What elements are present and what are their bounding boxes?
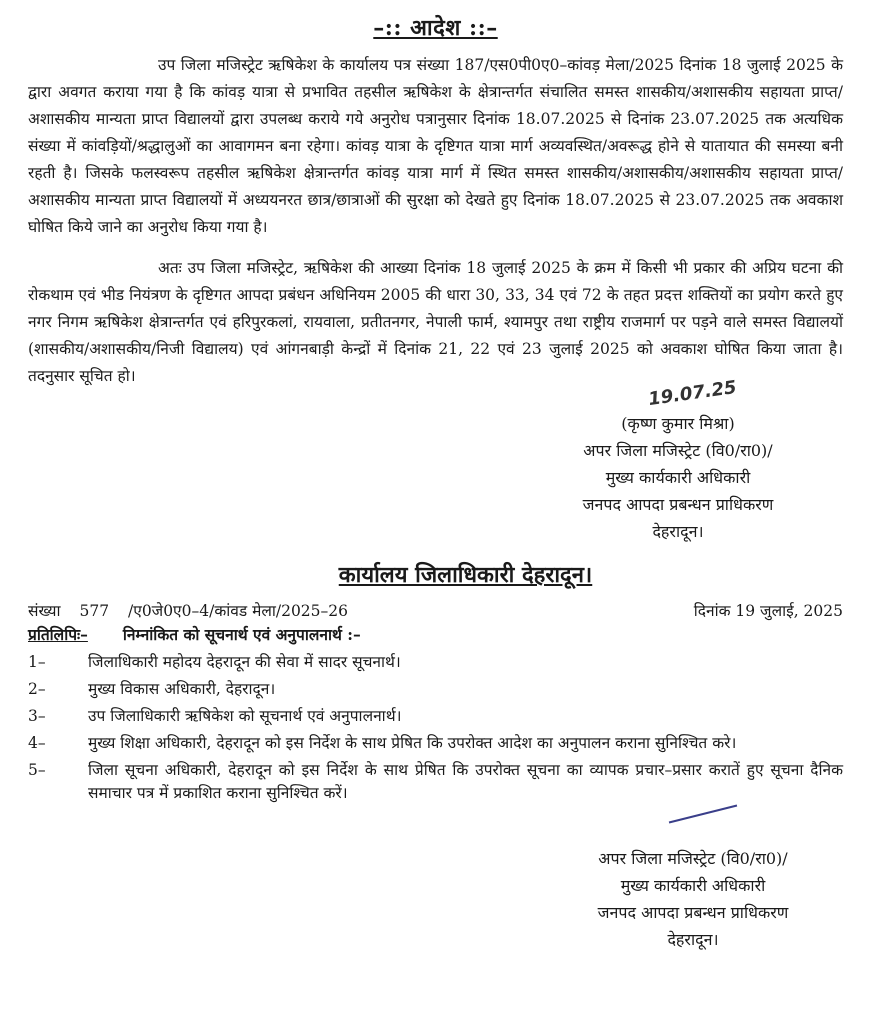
list-item-text: जिला सूचना अधिकारी, देहरादून को इस निर्देश के साथ प्रेषित कि उपरोक्त सूचना का व्यापक प्रचार–प्रसार करातें हुए सूचना दैनिक समाचार पत्र में प्रकाशित कराना सुनिश्चित करें। (88, 761, 843, 802)
reference-date: दिनांक 19 जुलाई, 2025 (693, 602, 843, 620)
signatory-designation-3: जनपद आपदा प्रबन्धन प्राधिकरण (597, 903, 789, 922)
copy-heading-text: निम्नांकित को सूचनार्थ एवं अनुपालनार्थ :– (122, 625, 361, 644)
list-item (28, 651, 843, 674)
list-item (28, 732, 843, 755)
signatory-designation-2: मुख्य कार्यकारी अधिकारी (620, 876, 766, 895)
signatory-name: (कृष्ण कुमार मिश्रा) (621, 414, 735, 433)
reference-label: संख्या (28, 602, 61, 620)
copy-label: प्रतिलिपिः– (28, 625, 88, 644)
list-item (28, 705, 843, 728)
copy-list (28, 651, 843, 805)
signatory-designation-1: अपर जिला मजिस्ट्रेट (वि0/रा0)/ (598, 849, 788, 868)
signature-block-2 (528, 845, 858, 953)
paragraph-order: अतः उप जिला मजिस्ट्रेट, ऋषिकेश की आख्या दिनांक 18 जुलाई 2025 के क्रम में किसी भी प्रकार की अप्रिय घटना की रोकथाम एवं भीड नियंत्रण के दृष्टिगत आपदा प्रबंधन अधिनियम 2005 की धारा 30, 33, 34 एवं 72 के तहत प्रदत्त शक्तियों का प्रयोग करते हुए नगर निगम ऋषिकेश क्षेत्रान्तर्गत एवं हरिपुरकलां, रायवाला, प्रतीतनगर, नेपाली फार्म, श्यामपुर तथा राष्ट्रीय राजमार्ग पर पड़ने वाले समस्त विद्यालयों (शासकीय/अशासकीय/निजी विद्यालय) एवं आंगनबाड़ी केन्द्रों में दिनांक 21, 22 एवं 23 जुलाई 2025 को अवकाश घोषित किया जाता है। तदनुसार सूचित हो। (28, 259, 843, 385)
signatory-designation-2: मुख्य कार्यकारी अधिकारी (605, 468, 751, 487)
list-item-number: 2– (28, 680, 46, 698)
order-title: –:: आदेश ::– (373, 15, 498, 41)
list-item-number: 1– (28, 653, 46, 671)
signatory-designation-3: जनपद आपदा प्रबन्धन प्राधिकरण (582, 495, 774, 514)
list-item (28, 678, 843, 701)
reference-code: /ए0जे0ए0–4/कांवड मेला/2025–26 (128, 602, 349, 620)
signature-stroke (669, 805, 737, 824)
signatory-place: देहरादून। (667, 930, 719, 949)
copy-heading (28, 623, 843, 647)
list-item-text: जिलाधिकारी महोदय देहरादून की सेवा में सादर सूचनार्थ। (88, 653, 401, 671)
list-item (28, 759, 843, 805)
list-item-number: 4– (28, 734, 46, 752)
handwritten-signature: 19.07.25 (646, 376, 738, 411)
reference-row (28, 599, 843, 623)
reference-number: 577 (79, 602, 110, 620)
office-title: कार्यालय जिलाधिकारी देहरादून। (338, 562, 593, 588)
signature-block-1 (498, 376, 858, 545)
signatory-designation-1: अपर जिला मजिस्ट्रेट (वि0/रा0)/ (583, 441, 773, 460)
list-item-text: मुख्य शिक्षा अधिकारी, देहरादून को इस निर्देश के साथ प्रेषित कि उपरोक्त आदेश का अनुपालन कराना सुनिश्चित करे। (88, 734, 737, 752)
list-item-number: 3– (28, 707, 46, 725)
list-item-number: 5– (28, 761, 46, 779)
paragraph-request: उप जिला मजिस्ट्रेट ऋषिकेश के कार्यालय पत्र संख्या 187/एस0पी0ए0–कांवड़ मेला/2025 दिनांक 18 जुलाई 2025 के द्वारा अवगत कराया गया है कि कांवड़ यात्रा से प्रभावित तहसील ऋषिकेश के क्षेत्रान्तर्गत संचालित समस्त शासकीय/अशासकीय सहायता प्राप्त/अशासकीय मान्यता प्राप्त विद्यालयों द्वारा उपलब्ध कराये गये अनुरोध पत्रानुसार दिनांक 18.07.2025 से दिनांक 23.07.2025 तक अत्यधिक संख्या में कांवड़ियों/श्रद्धालुओं का आवागमन बना रहेगा। कांवड़ यात्रा के दृष्टिगत यात्रा मार्ग अव्यवस्थित/अवरूद्ध होने से यातायात की समस्या बनी रहती है। जिसके फलस्वरूप तहसील ऋषिकेश क्षेत्रान्तर्गत कांवड़ यात्रा मार्ग में स्थित समस्त शासकीय/अशासकीय/अशासकीय सहायता प्राप्त/अशासकीय मान्यता प्राप्त विद्यालयों में अध्ययनरत छात्र/छात्राओं की सुरक्षा को देखते हुए दिनांक 18.07.2025 से 23.07.2025 तक अवकाश घोषित किये जाने का अनुरोध किया गया है। (28, 56, 843, 236)
signatory-place: देहरादून। (652, 522, 704, 541)
list-item-text: उप जिलाधिकारी ऋषिकेश को सूचनार्थ एवं अनुपालनार्थ। (88, 707, 402, 725)
list-item-text: मुख्य विकास अधिकारी, देहरादून। (88, 680, 276, 698)
